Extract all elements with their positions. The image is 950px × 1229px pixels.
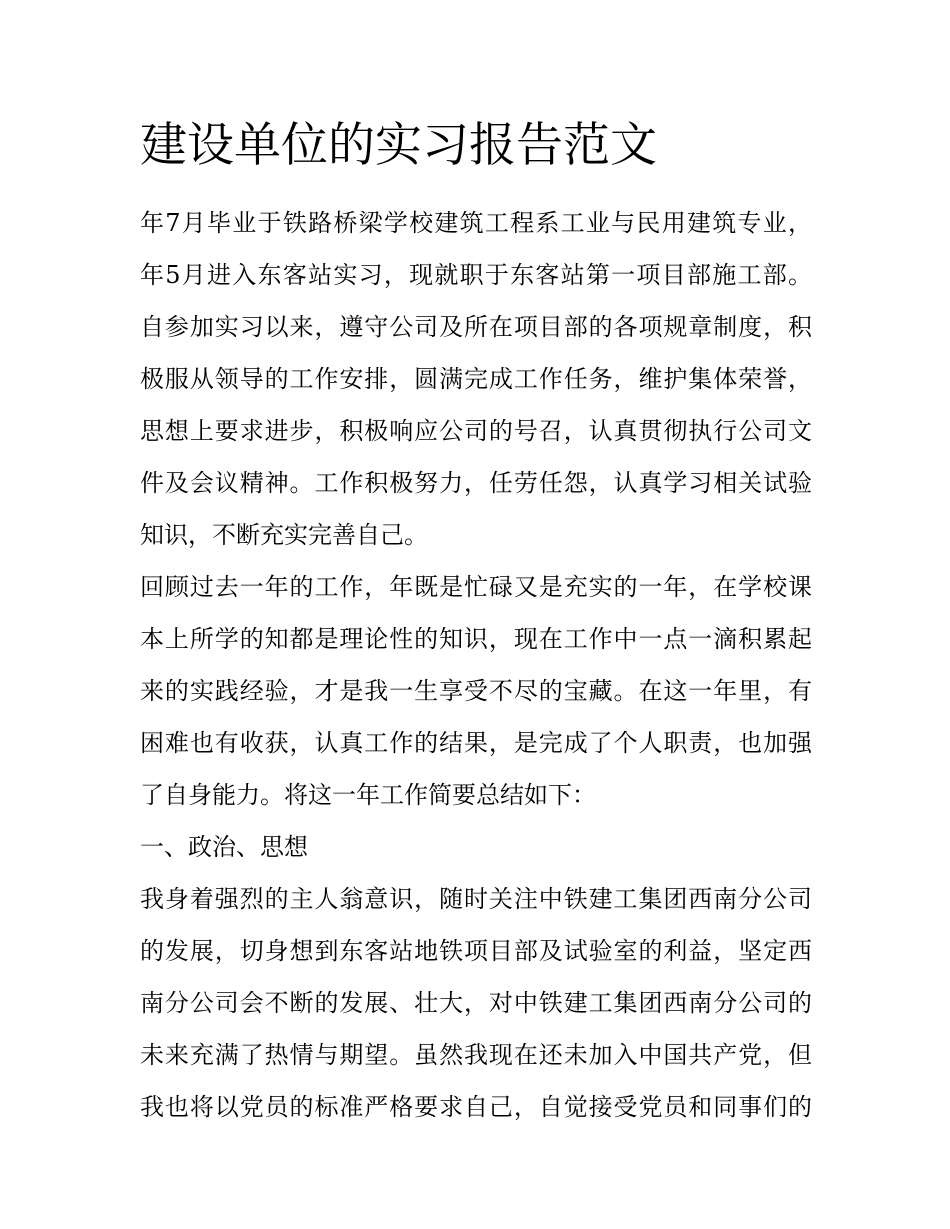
paragraph-line: 知识，不断充实完善自己。 [140, 521, 428, 549]
paragraph-line: 年7月毕业于铁路桥梁学校建筑工程系工业与民用建筑专业， [140, 209, 812, 237]
paragraph-line: 我也将以党员的标准严格要求自己，自觉接受党员和同事们的 [140, 1093, 812, 1121]
document-body [140, 197, 812, 1133]
paragraph-line: 件及会议精神。工作积极努力，任劳任怨，认真学习相关试验 [140, 469, 812, 497]
paragraph-line: 年5月进入东客站实习，现就职于东客站第一项目部施工部。 [140, 261, 812, 289]
paragraph-line: 了自身能力。将这一年工作简要总结如下： [140, 781, 596, 809]
paragraph-line: 南分公司会不断的发展、壮大，对中铁建工集团西南分公司的 [140, 989, 812, 1017]
paragraph-line: 本上所学的知都是理论性的知识，现在工作中一点一滴积累起 [140, 625, 812, 653]
section-heading: 一、政治、思想 [140, 833, 308, 861]
paragraph-line: 我身着强烈的主人翁意识，随时关注中铁建工集团西南分公司 [140, 885, 812, 913]
paragraph-line: 自参加实习以来，遵守公司及所在项目部的各项规章制度，积 [140, 313, 812, 341]
paragraph-line: 未来充满了热情与期望。虽然我现在还未加入中国共产党，但 [140, 1041, 812, 1069]
paragraph-line: 回顾过去一年的工作，年既是忙碌又是充实的一年，在学校课 [140, 573, 812, 601]
paragraph-line: 困难也有收获，认真工作的结果，是完成了个人职责，也加强 [140, 729, 812, 757]
paragraph-line: 思想上要求进步，积极响应公司的号召，认真贯彻执行公司文 [140, 417, 812, 445]
paragraph-line: 来的实践经验，才是我一生享受不尽的宝藏。在这一年里，有 [140, 677, 812, 705]
paragraph-line: 极服从领导的工作安排，圆满完成工作任务，维护集体荣誉， [140, 365, 812, 393]
paragraph-line: 的发展，切身想到东客站地铁项目部及试验室的利益，坚定西 [140, 937, 812, 965]
document-title: 建设单位的实习报告范文 [140, 118, 657, 173]
